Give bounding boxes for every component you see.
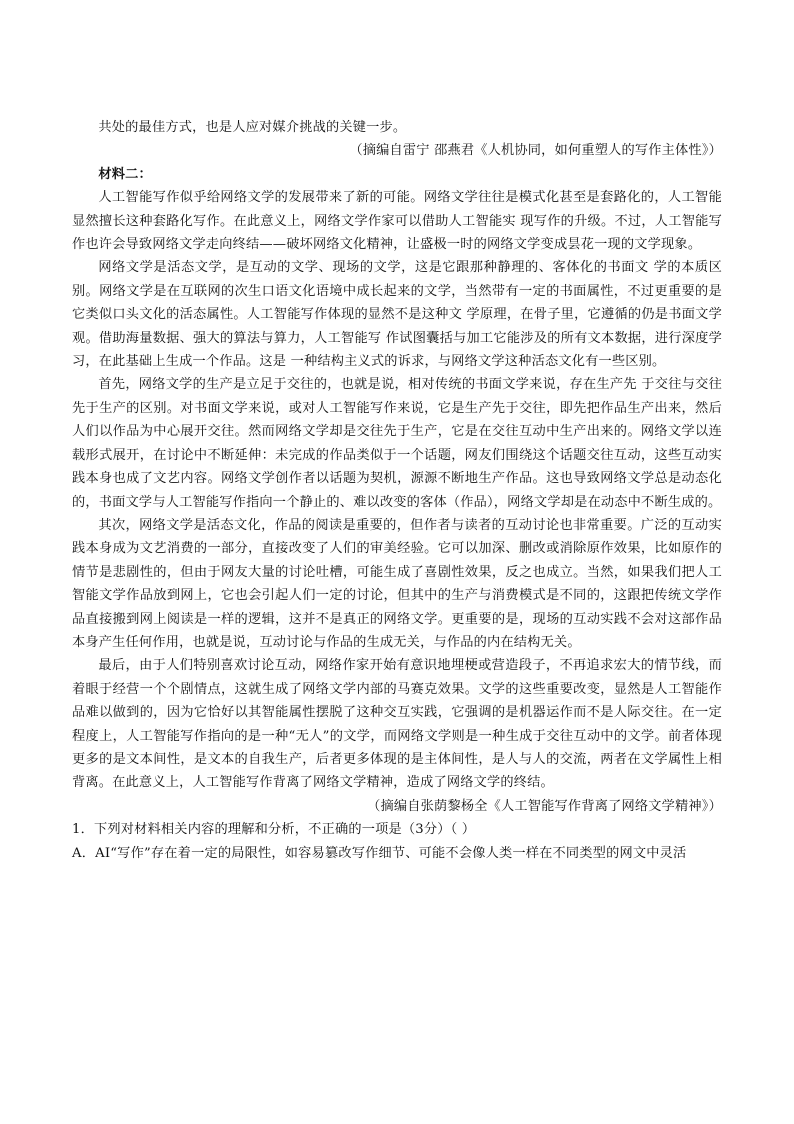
document-page <box>72 116 722 865</box>
paragraph-3: 首先，网络文学的生产是立足于交往的，也就是说，相对传统的书面文学来说，存在生产先 于交往与交往先于生产的区别。对书面文学来说，或对人工智能写作来说，它是生产先于交往，即先把作品生产出来，然后人们以作品为中心展开交往。然而网络文学却是交往先于生产，它是在交往互动中生产出来的。网络文学以连载形式展开，在讨论中不断延伸：未完成的作品类似于一个话题，网友们围绕这个话题交往互动，这些互动实践本身也成了文艺内容。网络文学创作者以话题为契机，源源不断地生产作品。这也导致网络文学总是动态化的，书面文学与人工智能写作指向一个静止的、难以改变的客体（作品），网络文学却是在动态中不断生成的。 <box>72 377 722 510</box>
question-1: 1．下列对材料相关内容的理解和分析，不正确的一项是（3分）（ ） <box>72 822 476 838</box>
material2-source: （摘编自张荫黎杨全《人工智能写作背离了网络文学精神》） <box>367 798 722 814</box>
paragraph-4: 其次，网络文学是活态文化，作品的阅读是重要的，但作者与读者的互动讨论也非常重要。广泛的互动实践本身成为文艺消费的一部分，直接改变了人们的审美经验。它可以加深、删改或消除原作效果，比如原作的情节是悲剧性的，但由于网友大量的讨论吐槽，可能生成了喜剧性效果，反之也成立。当然，如果我们把人工智能文学作品放到网上，它也会引起人们一定的讨论，但其中的生产与消费模式是不同的，这跟把传统文学作品直接搬到网上阅读是一样的逻辑，这并不是真正的网络文学。更重要的是，现场的互动实践不会对这部作品本身产生任何作用，也就是说，互动讨论与作品的生成无关，与作品的内在结构无关。 <box>72 517 722 650</box>
material2-title: 材料二： <box>98 166 152 182</box>
paragraph-2: 网络文学是活态文学，是互动的文学、现场的文学，这是它跟那种静理的、客体化的书面文 学的本质区别。网络文学是在互联网的次生口语文化语境中成长起来的文学，当然带有一定的书面属性，不过更重要的是它类似口头文化的活态属性。人工智能写作体现的显然不是这种文 学原理，在骨子里，它遵循的仍是书面文学观。借助海量数据、强大的算法与算力，人工智能写 作试图囊括与加工它能涉及的所有文本数据，进行深度学习，在此基础上生成一个作品。这是 一种结构主义式的诉求，与网络文学这种活态文化有一些区别。 <box>72 260 722 370</box>
option-a: A．AI“写作”存在着一定的局限性，如容易篡改写作细节、可能不会像人类一样在不同类型的网文中灵活 <box>72 845 687 861</box>
material1-tail: 共处的最佳方式，也是人应对媒介挑战的关键一步。 <box>98 120 407 135</box>
paragraph-5: 最后，由于人们特别喜欢讨论互动，网络作家开始有意识地埋梗或营造段子，不再追求宏大的情节线，而着眼于经营一个个剧情点，这就生成了网络文学内部的马赛克效果。文学的这些重要改变，显然是人工智能作品难以做到的，因为它恰好以其智能属性摆脱了这种交互实践，它强调的是机器运作而不是人际交往。在一定程度上，人工智能写作指向的是一种“无人”的文学，而网络文学则是一种生成于交往互动中的文学。前者体现更多的是文本间性，是文本的自我生产，后者更多体现的是主体间性，是人与人的交流，两者在文学属性上相背离。在此意义上，人工智能写作背离了网络文学精神，造成了网络文学的终结。 <box>72 658 722 791</box>
material1-source: （摘编自雷宁 邵燕君《人机协同，如何重塑人的写作主体性》） <box>349 143 722 159</box>
paragraph-1: 人工智能写作似乎给网络文学的发展带来了新的可能。网络文学往往是模式化甚至是套路化的，人工智能显然擅长这种套路化写作。在此意义上，网络文学作家可以借助人工智能实 现写作的升级。不过，人工智能写作也许会导致网络文学走向终结——破坏网络文化精神，让盛极一时的网络文学变成昙花一现的文学现象。 <box>72 190 722 253</box>
